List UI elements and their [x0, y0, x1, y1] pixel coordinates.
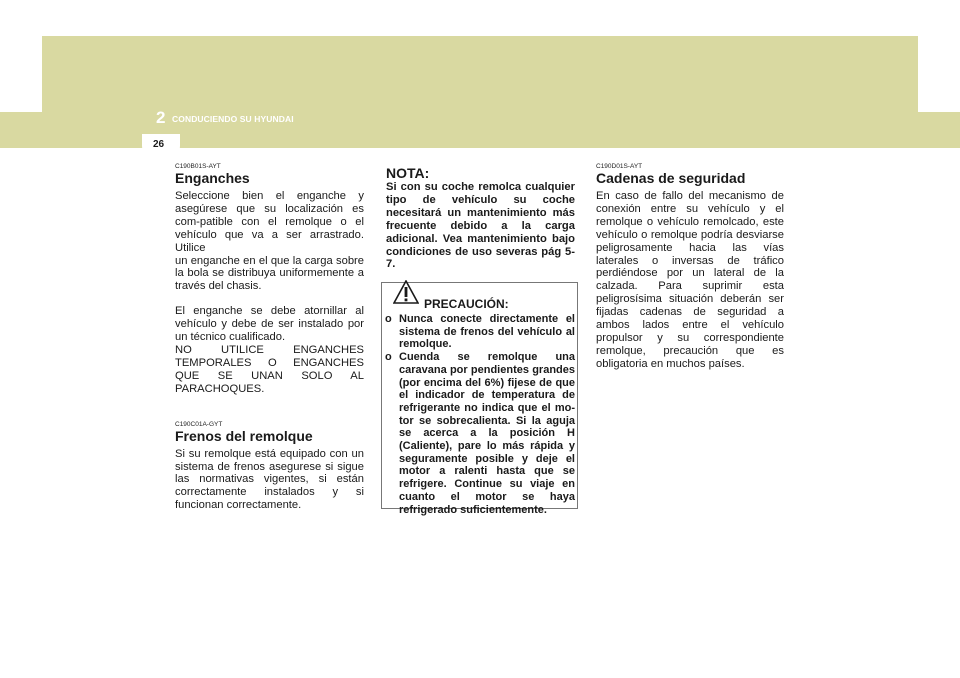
paragraph: un enganche en el que la carga sobre la bola se distribuya uniformemente a través del chasis. [175, 254, 364, 293]
column-right [596, 163, 784, 371]
paragraph: El enganche se debe atornillar al vehículo y debe de ser instalado por un técnico cualificado. [175, 305, 364, 344]
bullet: o [385, 313, 392, 325]
caution-item [385, 351, 575, 516]
section-title-enganches: Enganches [175, 170, 250, 186]
paragraph: Si su remolque está equipado con un sistema de frenos asegurese si sigue las normativas vigentes, si están correctamente instalados y si funcionan correctamente. [175, 447, 364, 512]
section-code: C190C01A-GYT [175, 420, 223, 428]
caution-list [385, 313, 575, 516]
section-code: C190D01S-AYT [596, 163, 643, 170]
paragraph-caps: NO UTILICE ENGANCHES TEMPORALES O ENGANCHES QUE SE UNAN SOLO AL PARACHOQUES. [175, 343, 364, 395]
caution-item-text: Nunca conecte directamente el sistema de frenos del vehículo al remolque. [399, 313, 575, 351]
section-title-cadenas: Cadenas de seguridad [596, 170, 746, 186]
nota-body: Si con su coche remolca cualquier tipo de vehículo su coche necesitará un mantenimiento más frecuente debido a la carga adicional. Vea mantenimiento bajo condiciones de uso severas pág 5-7. [386, 181, 575, 271]
nota-title: NOTA: [386, 165, 430, 181]
section-code: C190B01S-AYT [175, 163, 221, 170]
paragraph: En caso de fallo del mecanismo de conexión entre su vehículo y el remolque o vehículo remolcado, este vehículo o remolque podría desviarse peligrosamente hacia las vías laterales o inversas de tráfico perdiéndose por un lateral de la calzada. Para suprimir esta peligrosísima situación deberán ser fijadas cadenas de seguridad a ambos lados entre el vehículo propulsor y su correspondiente remolque, precaución que es obligatoria en muchos países. [596, 190, 784, 370]
column-middle [386, 165, 575, 271]
warning-triangle-icon [393, 280, 419, 304]
page-number: 26 [153, 139, 165, 150]
bullet: o [385, 351, 392, 364]
caution-item-text: Cuenda se remolque una caravana por pendientes grandes (por encima del 6%) fijese de que el indicador de temperatura de refrigerante no indica que el mo-tor se sobrecalienta. Si la aguja se acerca a la posición H (Caliente), pare lo más rápida y seguramente posible y deje el motor a ralenti hasta que se refrigere. Continue su viaje en cuanto el motor se haya refrigerado suficientemente. [399, 351, 575, 516]
caution-item [385, 313, 575, 351]
column-left [175, 163, 364, 512]
section-title-frenos: Frenos del remolque [175, 427, 313, 444]
paragraph: Seleccione bien el enganche y asegúrese que su localización es com-patible con el remolque o el vehículo que va a ser arrastrado. Utilice [175, 190, 364, 254]
caution-title: PRECAUCIÓN: [424, 297, 509, 311]
chapter-title: CONDUCIENDO SU HYUNDAI [172, 114, 294, 124]
chapter-number: 2 [156, 108, 166, 127]
